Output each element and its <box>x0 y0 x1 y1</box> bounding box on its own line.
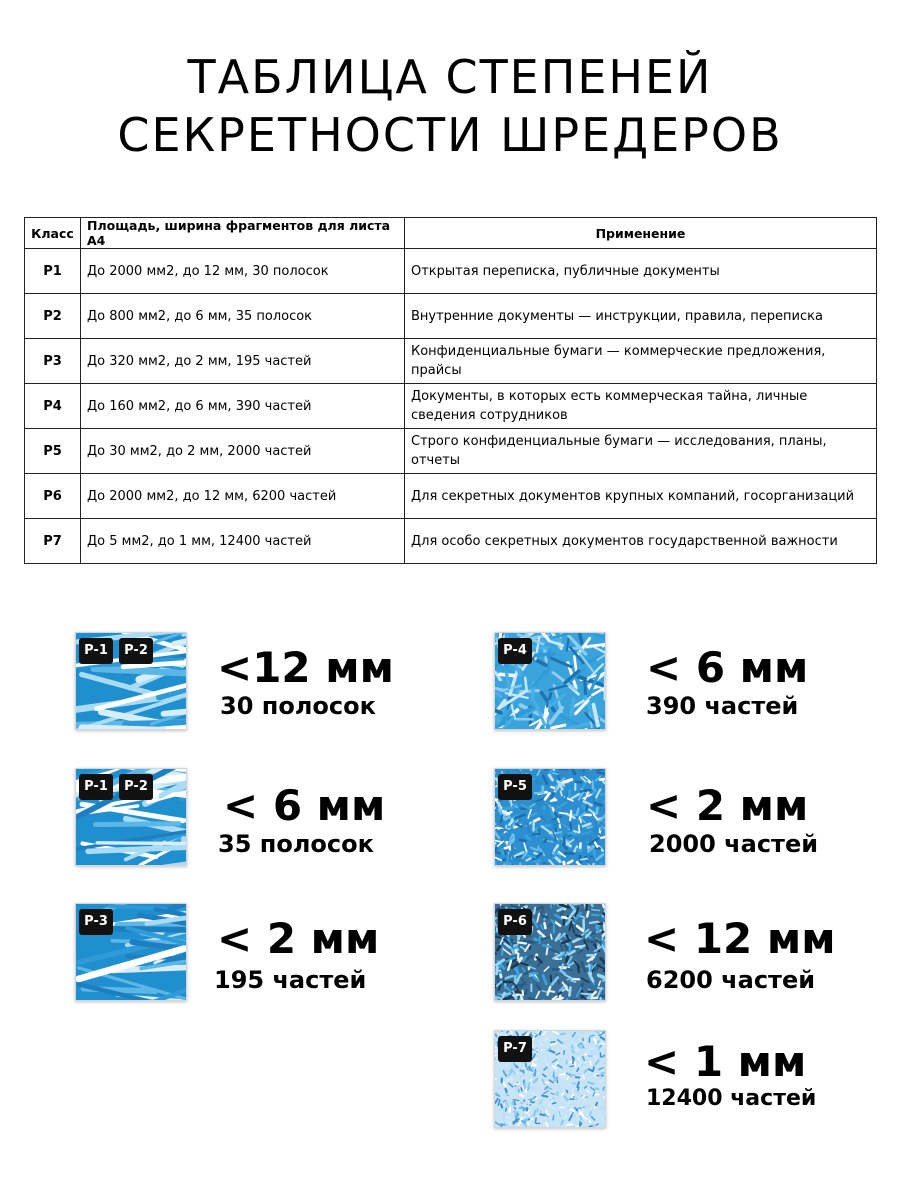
shred-card-p4 <box>494 632 900 732</box>
shred-card-p5 <box>494 768 900 868</box>
level-badge: P-1 <box>79 638 113 664</box>
table-row <box>25 294 877 339</box>
shred-card-p6 <box>494 903 900 1003</box>
table-row <box>25 474 877 519</box>
fragment-size: < 6 мм <box>223 781 386 830</box>
shred-card-p1-p2-strips <box>75 632 495 732</box>
fragment-size: < 6 мм <box>646 643 809 692</box>
fragment-count: 390 частей <box>646 692 799 720</box>
row-use: Открытая переписка, публичные документы <box>405 249 877 294</box>
row-use: Внутренние документы — инструкции, правила, переписка <box>405 294 877 339</box>
fragment-count: 12400 частей <box>646 1086 817 1111</box>
row-class: P1 <box>25 249 81 294</box>
fragment-size: < 2 мм <box>646 781 809 830</box>
fragment-count: 195 частей <box>214 966 367 994</box>
level-badge: P-3 <box>79 909 113 935</box>
row-class: P2 <box>25 294 81 339</box>
table-row <box>25 429 877 474</box>
table-row <box>25 384 877 429</box>
table-row <box>25 339 877 384</box>
header-size: Площадь, ширина фрагментов для листа А4 <box>81 218 405 249</box>
fragment-size: < 12 мм <box>644 914 836 963</box>
level-badge: P-7 <box>498 1036 532 1062</box>
level-badge: P-4 <box>498 638 532 664</box>
header-use: Применение <box>405 218 877 249</box>
row-use: Документы, в которых есть коммерческая тайна, личные сведения сотрудников <box>405 384 877 429</box>
row-size: До 160 мм2, до 6 мм, 390 частей <box>81 384 405 429</box>
table-row <box>25 249 877 294</box>
security-levels-table <box>24 217 877 564</box>
level-badge: P-2 <box>119 774 153 800</box>
shred-card-p1-p2-narrow <box>75 768 495 868</box>
row-use: Строго конфиденциальные бумаги — исследования, планы, отчеты <box>405 429 877 474</box>
header-class: Класс <box>25 218 81 249</box>
row-use: Конфиденциальные бумаги — коммерческие предложения, прайсы <box>405 339 877 384</box>
fragment-count: 2000 частей <box>649 830 819 858</box>
row-size: До 320 мм2, до 2 мм, 195 частей <box>81 339 405 384</box>
row-class: P4 <box>25 384 81 429</box>
fragment-count: 6200 частей <box>646 966 816 994</box>
title-line-1: ТАБЛИЦА СТЕПЕНЕЙ <box>187 50 713 104</box>
row-size: До 2000 мм2, до 12 мм, 30 полосок <box>81 249 405 294</box>
title-line-2: СЕКРЕТНОСТИ ШРЕДЕРОВ <box>117 108 783 162</box>
row-class: P5 <box>25 429 81 474</box>
fragment-size: < 1 мм <box>644 1037 807 1086</box>
fragment-count: 35 полосок <box>218 830 374 858</box>
row-class: P6 <box>25 474 81 519</box>
row-size: До 2000 мм2, до 12 мм, 6200 частей <box>81 474 405 519</box>
fragment-size: <12 мм <box>217 643 394 692</box>
row-size: До 30 мм2, до 2 мм, 2000 частей <box>81 429 405 474</box>
table-row <box>25 519 877 564</box>
table-header-row <box>25 218 877 249</box>
level-badge: P-2 <box>119 638 153 664</box>
row-class: P7 <box>25 519 81 564</box>
fragment-size: < 2 мм <box>217 914 380 963</box>
fragment-count: 30 полосок <box>220 692 376 720</box>
shred-card-p7 <box>494 1030 900 1130</box>
row-size: До 800 мм2, до 6 мм, 35 полосок <box>81 294 405 339</box>
shred-card-p3 <box>75 903 495 1003</box>
level-badge: P-6 <box>498 909 532 935</box>
row-size: До 5 мм2, до 1 мм, 12400 частей <box>81 519 405 564</box>
level-badge: P-5 <box>498 774 532 800</box>
level-badge: P-1 <box>79 774 113 800</box>
row-use: Для секретных документов крупных компаний, госорганизаций <box>405 474 877 519</box>
row-class: P3 <box>25 339 81 384</box>
page-title <box>0 48 900 164</box>
row-use: Для особо секретных документов государственной важности <box>405 519 877 564</box>
